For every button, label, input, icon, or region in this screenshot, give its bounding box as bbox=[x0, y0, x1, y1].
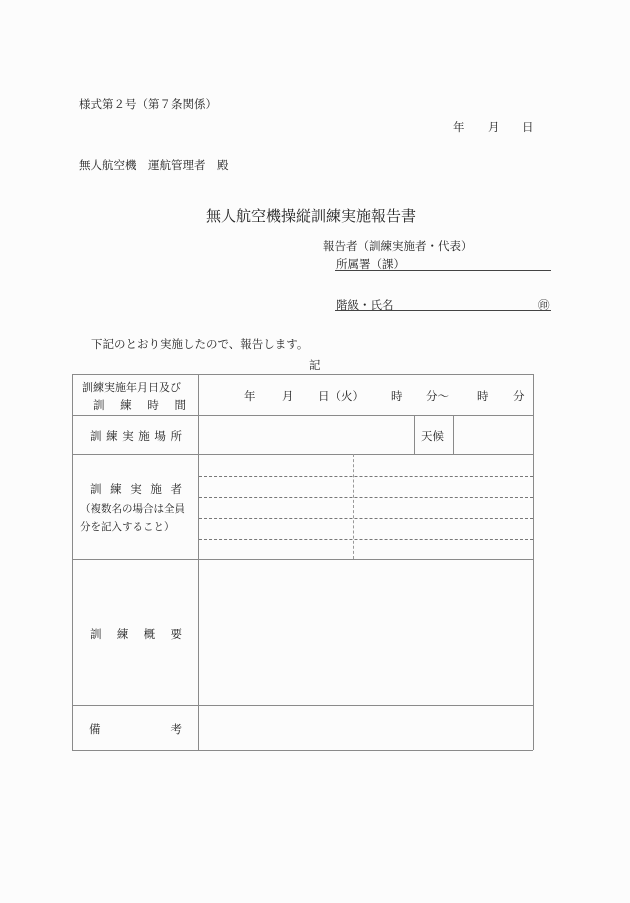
participant-entry[interactable] bbox=[200, 498, 353, 518]
label-char: 時 bbox=[147, 398, 159, 412]
participant-entry[interactable] bbox=[200, 540, 353, 559]
label-char: 概 bbox=[143, 627, 156, 641]
affiliation-label: 所属署（課） bbox=[336, 257, 405, 271]
participant-entry[interactable] bbox=[200, 455, 353, 476]
datetime-label-line2 bbox=[93, 397, 186, 413]
label-char: 考 bbox=[170, 722, 182, 736]
end-minute-unit: 分 bbox=[513, 389, 525, 403]
table-border-bottom bbox=[72, 750, 533, 751]
rank-name-label: 階級・氏名 bbox=[336, 298, 394, 312]
participants-label bbox=[90, 481, 182, 497]
summary-field[interactable] bbox=[200, 560, 533, 705]
datetime-field[interactable] bbox=[199, 375, 533, 415]
remarks-label bbox=[89, 721, 182, 737]
date-day-label: 日 bbox=[522, 120, 534, 134]
label-char: 者 bbox=[170, 482, 182, 496]
participant-entry[interactable] bbox=[200, 519, 353, 539]
participant-entry[interactable] bbox=[354, 455, 533, 476]
label-char: 場 bbox=[154, 429, 166, 443]
addressee: 無人航空機 運航管理者 殿 bbox=[79, 158, 229, 172]
label-char: 訓 bbox=[90, 429, 102, 443]
seal-icon: ㊞ bbox=[538, 298, 550, 312]
location-label bbox=[90, 428, 182, 444]
reporter-label: 報告者（訓練実施者・代表） bbox=[323, 239, 473, 253]
location-field[interactable] bbox=[200, 416, 413, 454]
summary-label bbox=[90, 626, 182, 642]
datetime-label-line1: 訓練実施年月日及び bbox=[82, 381, 181, 394]
label-char: 施 bbox=[138, 429, 150, 443]
end-hour-unit: 時 bbox=[477, 389, 489, 403]
date-year-label: 年 bbox=[453, 120, 465, 134]
label-char: 訓 bbox=[90, 482, 102, 496]
participant-entry[interactable] bbox=[354, 477, 533, 497]
date-month-label: 月 bbox=[488, 120, 500, 134]
participant-entry[interactable] bbox=[354, 519, 533, 539]
weather-label: 天候 bbox=[421, 429, 444, 443]
year-unit: 年 bbox=[244, 389, 256, 403]
participants-note-line2: 分を記入すること） bbox=[80, 521, 175, 533]
document-title: 無人航空機操縦訓練実施報告書 bbox=[206, 207, 417, 225]
label-char: 所 bbox=[170, 429, 182, 443]
weather-divider-left bbox=[414, 415, 415, 454]
label-char: 実 bbox=[130, 482, 142, 496]
label-char: 練 bbox=[106, 429, 118, 443]
label-char: 要 bbox=[170, 627, 182, 641]
start-hour-unit: 時 bbox=[391, 389, 403, 403]
label-char: 間 bbox=[174, 398, 186, 412]
label-char: 訓 bbox=[90, 627, 102, 641]
weather-divider-right bbox=[453, 415, 454, 454]
form-number: 様式第２号（第７条関係） bbox=[79, 97, 217, 111]
weather-field[interactable] bbox=[455, 416, 532, 454]
label-char: 練 bbox=[116, 627, 129, 641]
label-column-divider bbox=[198, 374, 199, 750]
month-unit: 月 bbox=[282, 389, 294, 403]
participant-entry[interactable] bbox=[200, 477, 353, 497]
label-char: 練 bbox=[120, 398, 132, 412]
label-char: 実 bbox=[122, 429, 134, 443]
participants-grid bbox=[200, 455, 533, 559]
label-char: 訓 bbox=[93, 398, 105, 412]
intro-text: 下記のとおり実施したので、報告します。 bbox=[91, 337, 309, 351]
table-border-left bbox=[72, 374, 73, 750]
ki-label: 記 bbox=[309, 358, 321, 372]
rank-name-field[interactable] bbox=[335, 310, 551, 311]
label-char: 練 bbox=[110, 482, 122, 496]
day-weekday-unit: 日（火） bbox=[318, 389, 364, 403]
participant-entry[interactable] bbox=[354, 540, 533, 559]
label-char: 備 bbox=[89, 722, 101, 736]
participants-note-line1: （複数名の場合は全員 bbox=[80, 503, 185, 515]
affiliation-field[interactable] bbox=[335, 270, 551, 271]
table-border-right bbox=[533, 374, 534, 750]
participant-entry[interactable] bbox=[354, 498, 533, 518]
remarks-field[interactable] bbox=[200, 706, 533, 750]
label-char: 施 bbox=[150, 482, 162, 496]
start-minute-unit: 分〜 bbox=[426, 389, 449, 403]
